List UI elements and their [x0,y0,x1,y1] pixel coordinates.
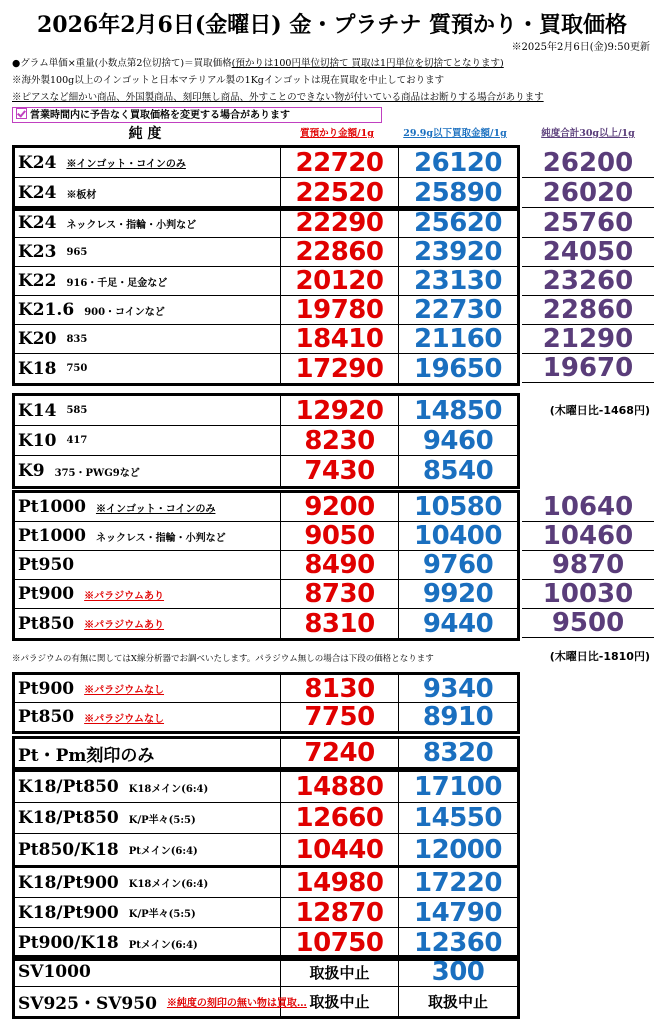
purity-label: K24 [18,183,57,203]
buy-price-value: 14790 [414,897,502,928]
pawn-price-value: 8490 [281,551,399,579]
bulk-price-value: 23260 [522,267,654,296]
table-row [15,834,517,865]
note-calculation: ●グラム単価×重量(小数点第2位切捨て)＝買取価格(預かりは100円単位切捨て 買取は1円単位を切捨てとなります) [12,58,504,69]
purity-sublabel: ※インゴット・コインのみ [95,503,216,515]
pawn-price-value: 22860 [281,238,399,266]
buy-price-value: 19650 [414,353,502,384]
updated-timestamp: ※2025年2月6日(金)9:50更新 [511,42,650,53]
bulk-price-value: 19670 [522,354,654,383]
purity-sublabel: ※板材 [66,189,97,201]
pawn-price-value: 7240 [281,739,399,767]
purity-sublabel: Ptメイン(6:4) [128,939,198,951]
purity-label: K20 [18,329,57,349]
purity-sublabel: K/P半々(5:5) [128,814,196,826]
bulk-price-value: 24050 [522,238,654,267]
purity-label: K23 [18,242,57,262]
purity-cell [15,609,281,638]
pawn-price-value: 14980 [281,868,399,897]
checkbox-icon [16,108,27,119]
header-pawn-price: 質預かり金額/1g [300,128,374,139]
purity-label: Pt1000 [18,497,86,517]
buy-price-value: 10400 [414,521,502,551]
purity-label: Pt・Pm刻印のみ [18,745,155,766]
purity-label: SV925・SV950 [18,994,157,1014]
table-row [15,739,517,767]
pawn-price-value: 12920 [281,396,399,425]
purity-sublabel: ※パラジウムあり [84,590,165,602]
header-purity: 純 度 [128,126,162,142]
pawn-price-value: 8310 [281,609,399,638]
purity-label: K18 [18,358,57,379]
purity-label: K18/Pt850 [18,808,119,828]
table-row [15,396,517,426]
buy-price-value: 17100 [414,772,502,802]
buy-price-value: 12360 [414,928,502,958]
pawn-price-value: 8730 [281,580,399,608]
purity-sublabel: 585 [66,405,88,416]
buy-price-value: 10580 [414,492,502,522]
pawn-price-value: 22520 [281,178,399,208]
purity-cell [15,703,281,731]
pawn-price-value: 22720 [281,148,399,177]
table-row [15,267,517,296]
price-block [12,490,520,641]
buy-price-value: 14850 [414,395,502,426]
purity-label: K14 [18,400,57,421]
bulk-price-value: 10030 [522,580,654,609]
buy-price-value: 9460 [422,425,494,456]
page-title: 2026年2月6日(金曜日) 金・プラチナ 質預かり・買取価格 [37,12,627,38]
buy-price-value: 9760 [422,550,494,580]
purity-cell [15,148,281,177]
purity-cell [15,958,281,986]
purity-cell [15,456,281,486]
buy-price-value: 23920 [414,237,502,267]
buy-price-value: 取扱中止 [427,993,488,1011]
pt-compare: (木曜日比-1810円) [549,650,650,663]
purity-cell [15,580,281,608]
pawn-price-value: 8230 [281,426,399,455]
table-row [15,609,517,638]
price-block [12,769,520,868]
table-row [15,958,517,987]
bulk-price-value: 25760 [522,209,654,238]
table-row [15,928,517,958]
price-change-notice: 営業時間内に予告なく買取価格を変更する場合があります [12,107,382,123]
purity-label: K10 [18,430,57,451]
purity-cell [15,493,281,521]
buy-price-value: 12000 [414,834,502,865]
purity-label: K18/Pt850 [18,777,119,797]
purity-cell [15,803,281,833]
purity-sublabel: K18メイン(6:4) [128,879,209,890]
purity-cell [15,396,281,425]
table-row [15,551,517,580]
purity-label: K18/Pt900 [18,872,119,893]
table-row [15,325,517,354]
purity-sublabel: ※インゴット・コインのみ [66,159,186,170]
table-row [15,426,517,456]
table-row [15,178,517,208]
purity-cell [15,178,281,208]
purity-label: K22 [18,271,57,291]
buy-price-value: 14550 [414,803,502,833]
bulk-price-value: 26200 [522,148,654,178]
purity-label: Pt900/K18 [18,933,119,953]
table-row [15,148,517,178]
purity-cell [15,522,281,550]
purity-sublabel: ネックレス・指輪・小判など [95,532,226,544]
header-bulk-price: 純度合計30g以上/1g [541,128,635,139]
buy-price-value: 21160 [414,324,502,354]
bulk-price-value: 22860 [522,296,654,325]
table-row [15,703,517,731]
pawn-price-value: 9050 [281,522,399,550]
buy-price-value: 22730 [414,295,502,325]
purity-label: Pt1000 [18,526,86,546]
purity-cell [15,928,281,958]
purity-sublabel: ※パラジウムなし [84,713,165,725]
price-block [12,955,520,1019]
price-block [12,736,520,770]
purity-cell [15,267,281,295]
purity-label: K24 [18,213,57,233]
purity-sublabel: 375・PWG9など [54,467,140,479]
palladium-note: ※パラジウムの有無に関してはX線分析器でお調べいたします。パラジウム無しの場合は下段の価格となります [12,654,434,664]
purity-cell [15,834,281,865]
buy-price-value: 300 [431,957,485,987]
purity-sublabel: 417 [66,435,88,446]
pawn-price-value: 9200 [281,493,399,521]
bulk-price-value: 26020 [522,178,654,208]
bulk-price-value: 21290 [522,325,654,354]
price-block [12,672,520,734]
table-row [15,803,517,834]
purity-cell [15,987,307,1016]
purity-sublabel: ※パラジウムなし [84,685,165,696]
purity-cell [15,296,281,324]
table-row [15,772,517,803]
purity-cell [15,868,281,897]
purity-label: Pt850 [18,707,75,727]
purity-sublabel: 835 [66,333,88,345]
table-row [15,493,517,522]
bulk-price-value: 10640 [522,493,654,522]
price-block [12,206,520,386]
purity-cell [15,238,281,266]
purity-sublabel: K/P半々(5:5) [128,909,196,920]
purity-label: K21.6 [18,300,75,320]
purity-label: K9 [18,461,45,481]
buy-price-value: 8320 [422,738,494,768]
table-row [15,898,517,928]
buy-price-value: 8540 [422,456,494,486]
pawn-price-value: 19780 [281,296,399,324]
buy-price-value: 9340 [422,673,494,704]
purity-sublabel: 900・コインなど [84,306,165,318]
note-refusal: ※ピアスなど細かい商品、外国製商品、刻印無し商品、外すことのできない物が付いている商品はお断りする場合があります [12,92,544,103]
purity-cell [15,675,281,702]
purity-cell [15,354,281,383]
pawn-price-value: 17290 [281,354,399,383]
buy-price-value: 23130 [414,266,502,296]
table-row [15,238,517,267]
purity-cell [15,325,281,353]
pawn-price-value: 7750 [281,703,399,731]
purity-cell [15,772,281,802]
buy-price-value: 25890 [414,178,502,208]
purity-sublabel: ※パラジウムあり [84,620,165,631]
table-row [15,675,517,703]
purity-sublabel: 916・千足・足金など [66,277,168,289]
pawn-price-value: 22290 [281,209,399,237]
pawn-price-value: 12870 [281,898,399,927]
table-row [15,354,517,383]
buy-price-value: 8910 [422,702,494,732]
purity-cell [15,739,281,767]
purity-label: Pt900 [18,678,75,699]
pawn-price-value: 14880 [281,772,399,802]
table-row [15,209,517,238]
note-ingot: ※海外製100g以上のインゴットと日本マテリアル製の1Kgインゴットは現在買取を中止しております [12,75,445,86]
purity-label: Pt950 [18,555,75,575]
purity-label: Pt850 [18,613,75,634]
purity-cell [15,898,281,927]
pawn-price-value: 取扱中止 [281,987,399,1016]
purity-sublabel: Ptメイン(6:4) [128,846,198,857]
table-row [15,580,517,609]
buy-price-value: 9920 [422,579,494,609]
header-buy-price: 29.9g以下買取金額/1g [403,128,507,139]
purity-label: SV1000 [18,962,91,982]
table-row [15,456,517,486]
pawn-price-value: 10440 [281,834,399,865]
purity-label: K24 [18,152,57,173]
buy-price-value: 17220 [414,867,502,898]
purity-label: Pt900 [18,584,75,604]
price-block [12,393,520,489]
table-row [15,987,517,1016]
purity-label: K18/Pt900 [18,902,119,923]
pawn-price-value: 20120 [281,267,399,295]
buy-price-value: 26120 [414,147,502,178]
pawn-price-value: 18410 [281,325,399,353]
bulk-price-value: 9500 [522,609,654,638]
table-row [15,868,517,898]
purity-cell [15,551,281,579]
pawn-price-value: 10750 [281,928,399,958]
price-block [12,145,520,211]
bulk-price-value: 9870 [522,551,654,580]
buy-price-value: 25620 [414,208,502,238]
gold-compare: (木曜日比-1468円) [549,404,650,417]
purity-sublabel: ※純度の刻印の無い物は買取… [166,998,307,1009]
purity-sublabel: ネックレス・指輪・小判など [66,219,197,231]
table-row [15,522,517,551]
price-block [12,865,520,961]
table-row [15,296,517,325]
purity-cell [15,209,281,237]
buy-price-value: 9440 [422,608,494,639]
pawn-price-value: 7430 [281,456,399,486]
purity-sublabel: 750 [66,363,88,374]
pawn-price-value: 8130 [281,675,399,702]
purity-label: Pt850/K18 [18,839,119,860]
purity-sublabel: 965 [66,246,88,258]
pawn-price-value: 取扱中止 [281,958,399,986]
purity-sublabel: K18メイン(6:4) [128,783,209,795]
bulk-price-value: 10460 [522,522,654,551]
pawn-price-value: 12660 [281,803,399,833]
purity-cell [15,426,281,455]
table-header [12,124,654,144]
